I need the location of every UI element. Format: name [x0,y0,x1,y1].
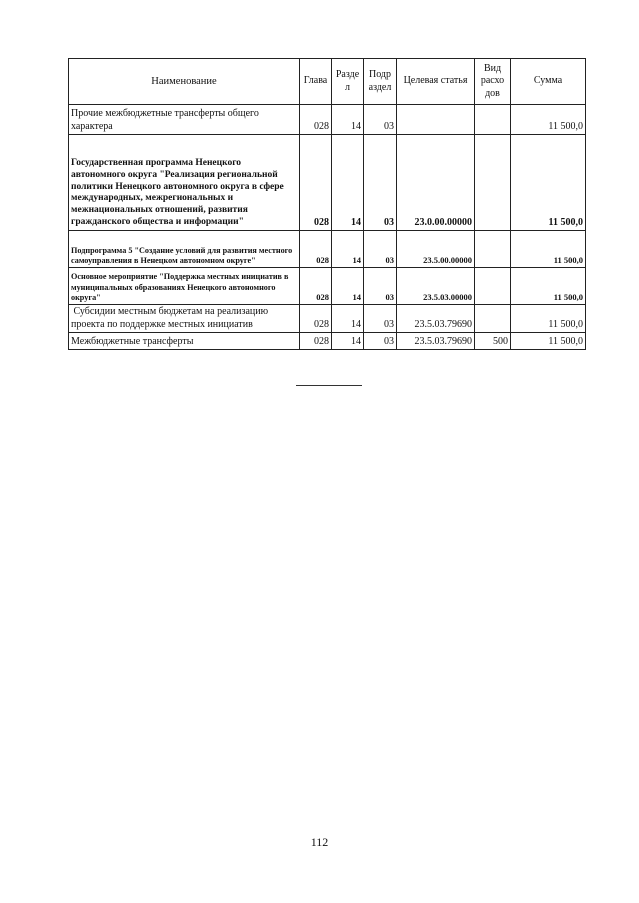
table-row [69,333,586,350]
header-podrazdel: Подр аздел [364,59,397,105]
row-podrazdel: 03 [364,268,397,305]
separator-line [296,385,362,386]
row-vid [475,135,511,231]
budget-table [68,58,586,350]
row-vid [475,105,511,135]
row-glava: 028 [300,305,332,333]
row-vid: 500 [475,333,511,350]
row-name: Подпрограмма 5 "Создание условий для развития местного самоуправления в Ненецком автономном округе" [69,231,300,268]
row-target: 23.0.00.00000 [397,135,475,231]
row-razdel: 14 [332,231,364,268]
header-target: Целевая статья [397,59,475,105]
table-row [69,135,586,231]
row-razdel: 14 [332,333,364,350]
row-target [397,105,475,135]
row-target: 23.5.03.79690 [397,305,475,333]
header-sum: Сумма [511,59,586,105]
row-sum: 11 500,0 [511,105,586,135]
row-name: Основное мероприятие "Поддержка местных инициатив в муниципальных образованиях Ненецкого автономного округа" [69,268,300,305]
table-row [69,305,586,333]
row-glava: 028 [300,105,332,135]
row-podrazdel: 03 [364,333,397,350]
row-glava: 028 [300,135,332,231]
table-row [69,268,586,305]
row-glava: 028 [300,333,332,350]
row-razdel: 14 [332,268,364,305]
row-razdel: 14 [332,105,364,135]
header-glava: Глава [300,59,332,105]
row-name: Субсидии местным бюджетам на реализацию проекта по поддержке местных инициатив [69,305,300,333]
row-name: Прочие межбюджетные трансферты общего характера [69,105,300,135]
row-target: 23.5.00.00000 [397,231,475,268]
row-vid [475,231,511,268]
table-header-row [69,59,586,105]
row-target: 23.5.03.79690 [397,333,475,350]
page-number: 112 [310,835,329,849]
row-sum: 11 500,0 [511,231,586,268]
row-name: Межбюджетные трансферты [69,333,300,350]
row-razdel: 14 [332,135,364,231]
table-row [69,231,586,268]
table-row [69,105,586,135]
row-podrazdel: 03 [364,305,397,333]
row-target: 23.5.03.00000 [397,268,475,305]
row-glava: 028 [300,231,332,268]
row-razdel: 14 [332,305,364,333]
row-podrazdel: 03 [364,231,397,268]
row-sum: 11 500,0 [511,333,586,350]
row-name: Государственная программа Ненецкого автономного округа "Реализация региональной политики Ненецкого автономного округа в сфере международных, межрегиональных и межнациональных отношений, развития гражданского общества и информации" [69,135,300,231]
row-podrazdel: 03 [364,105,397,135]
row-sum: 11 500,0 [511,135,586,231]
header-vid: Вид расхо дов [475,59,511,105]
row-podrazdel: 03 [364,135,397,231]
row-sum: 11 500,0 [511,305,586,333]
row-vid [475,268,511,305]
header-name: Наименование [69,59,300,105]
row-glava: 028 [300,268,332,305]
row-sum: 11 500,0 [511,268,586,305]
header-razdel: Разде л [332,59,364,105]
row-vid [475,305,511,333]
